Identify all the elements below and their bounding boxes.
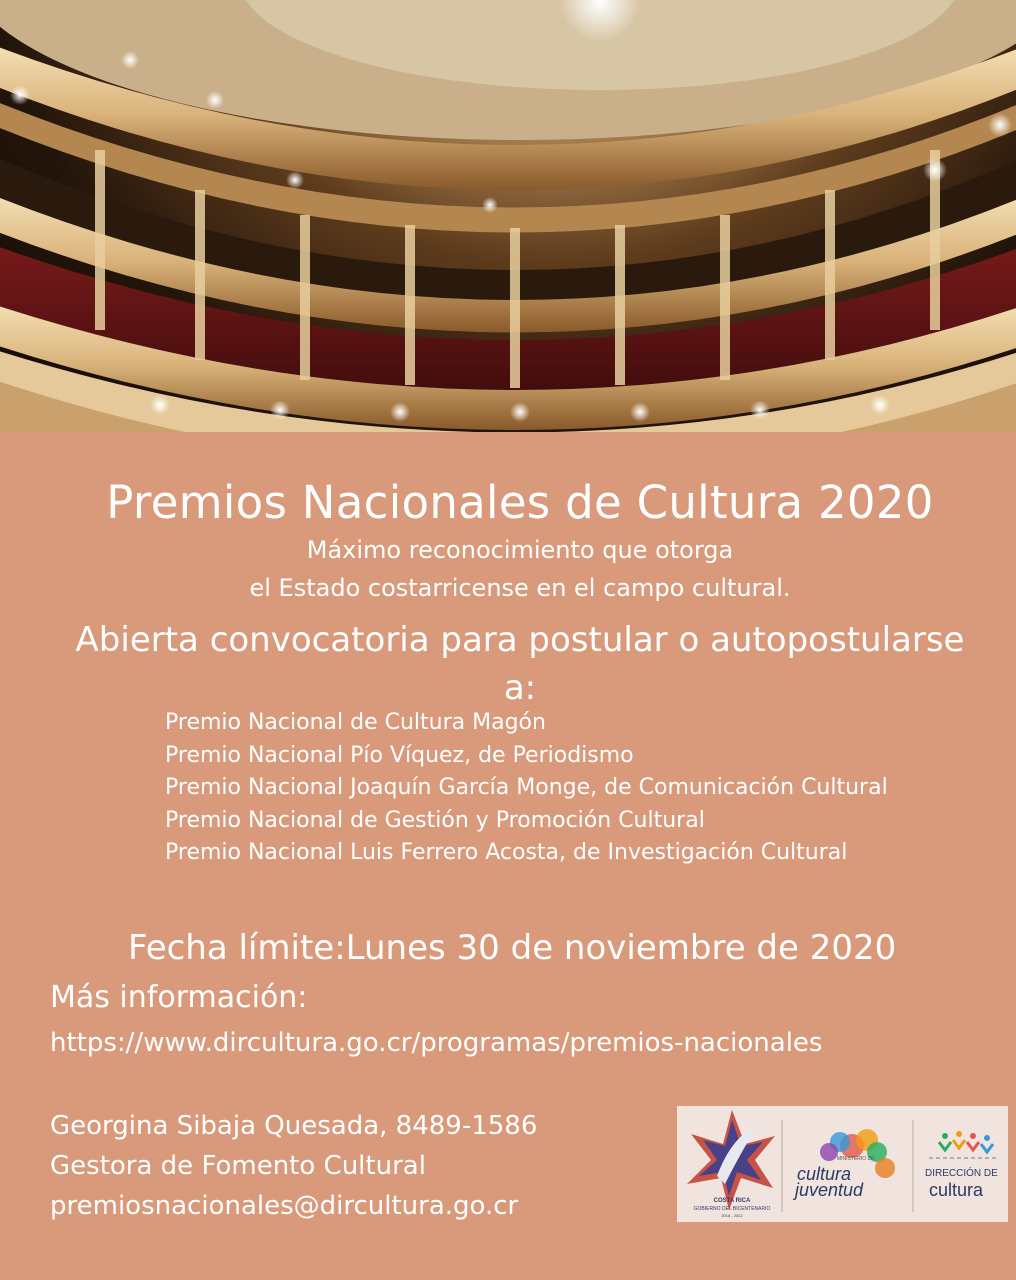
prize-item: Premio Nacional de Gestión y Promoción Cultural [165, 807, 705, 833]
info-url-link[interactable]: https://www.dircultura.go.cr/programas/premios-nacionales [50, 1028, 823, 1058]
mcj-logo-word1: cultura [797, 1164, 852, 1184]
cr-logo-title: COSTA RICA [713, 1198, 751, 1204]
contact-name-phone: Georgina Sibaja Quesada, 8489-1586 [50, 1111, 538, 1141]
deadline: Fecha límite:Lunes 30 de noviembre de 2020 [128, 928, 897, 968]
cr-logo-subtitle: GOBIERNO DEL BICENTENARIO [693, 1206, 771, 1212]
dc-logo-line2: cultura [929, 1180, 984, 1200]
prize-item: Premio Nacional Pío Víquez, de Periodismo [165, 742, 634, 768]
prize-item: Premio Nacional Joaquín García Monge, de Comunicación Cultural [165, 775, 888, 800]
theater-illustration [0, 0, 1016, 432]
contact-role: Gestora de Fomento Cultural [50, 1151, 426, 1181]
prize-list [165, 707, 888, 870]
costa-rica-star-logo [687, 1110, 775, 1210]
page-title: Premios Nacionales de Cultura 2020 [106, 476, 934, 529]
dc-logo-line1: DIRECCIÓN DE [925, 1168, 998, 1179]
mcj-logo-word2: juventud [795, 1180, 864, 1200]
prize-item: Premio Nacional de Cultura Magón [165, 710, 546, 735]
mcj-logo-small: MINISTERIO DE [837, 1156, 875, 1162]
logo-panel [677, 1106, 1008, 1222]
subtitle-line-1: Máximo reconocimiento que otorga [306, 536, 734, 564]
cr-logo-years: 2018 - 2022 [721, 1213, 743, 1218]
direccion-cultura-figures-logo [929, 1131, 999, 1158]
contact-email-link[interactable]: premiosnacionales@dircultura.go.cr [50, 1191, 519, 1221]
call-line-2: a: [503, 668, 537, 708]
contact-block [50, 1106, 537, 1226]
prize-item: Premio Nacional Luis Ferrero Acosta, de Investigación Cultural [165, 840, 848, 865]
theater-photo [0, 0, 1016, 432]
more-info-label: Más información: [50, 980, 308, 1015]
call-for-nominations [0, 616, 1016, 712]
subtitle-line-2: el Estado costarricense en el campo cultural. [249, 574, 791, 602]
call-line-1: Abierta convocatoria para postular o autopostularse [75, 620, 965, 660]
